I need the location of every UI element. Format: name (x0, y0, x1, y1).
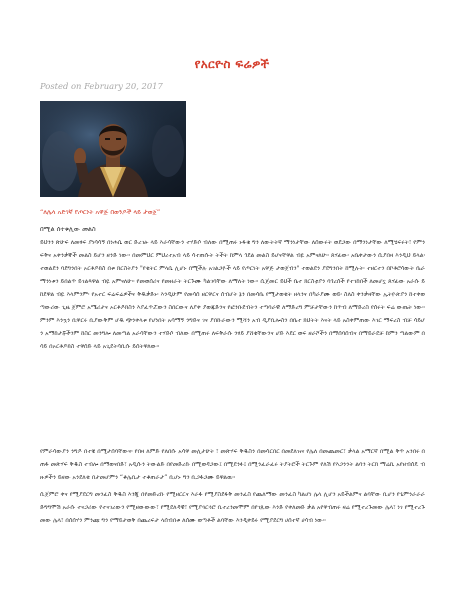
paragraph-1: ይህንን ጽሁፍ ለመፃፍ ያነሳሳኝ በነሐሴ ወር ድረገፁ ላይ እራሳቸውን ተሃድሶ ብለው በሚጠሩ ኑፋቄ ግን ለውትትኛ ማንነታቸው ለሰውሩት ወደጋው በማንነታቸው ለሚሄፍሩት፣ የምንፍቅና አቀንቃኞች መልስ ይሆን ዘንድ ነው፡፡ በመምህር ምህረተአብ ላይ ሳተጠሱት ትችት ከምላ ጎደል መልስ ይሆናቸዋል ብዬ አምናለሁ። ጸሃፊው፡ አቤቀታውን ሲያበዛ እንዲህ ይላል፡ ተወልደን ባደግንበት ኦርቶዶክስ በቱ ክርስትያን "የቁትር ምላሴ ሊሆኑ በሚችሉ አገልጋዮች ላይ የጦርነት አዋጅ ታወጀብን" ተወልደን ያደግንበት ከሚሉት፡ ተዘርተን በኮቶሮሳውት ቤራ ማንነቱን ይበልጥ ይገልጻዋል ብዬ አምናለሁ። የመወሰሪና የመዘራት ትርጉሙ ካልገባቸው ለማለት ነው። ሲጀመር ይህች ቤተ ክርስቲያን ባጎረሰች የተገከበች ለመሆኗ ጸሃፊው አራሱ ይከደዋል ብዬ እላምንም፡ የአተር ፍሬፍሬዎችና ቅዱቃድኑ፡ እንዲሁም የመሳሰ ዘርዋርና ሰብሆት ኔን በመሳቤ የሚታወቁት ዘላንና በካራያሙ ወይ፡ ስለስ ቀንቃዛቸው ኢትዮጵያን ከተቀወጣውሪው ጊዜ ጀምሮ አሜሪታና ኦርቶዶክስን እያፈጥሯውን ስበርውና ለያቀ ያወጁድንና የፎንቡደብትን ተጣባራዊ ለማድረግ ምቻታቸውን ከጥብ ለማድረስ የሰሩት ፍሬ ውጤት ነው። ምንም እንኳን ቢዋርሩ ቢያውቅም ሆዱ ጭንቀላቱ የሆነበት አሳማኝ ንግድና ገና ያበኩራውን ሚሻን አብ ዲያቢሎስን በቤተ ክህትት እናት ላይ አስቀምጠው እገር ማፍረስ ብቻ ሳይሆን አማከታቾችንም ከስር መንግሎ ለመጣል አራሳቸውን ተሃድሶ ብለው በሚጠሩ ለፍቅራሱ ንፃይ ያሸቁቸውንና ሆድ እደር ወፍ ዘራሾችን በማሰባሰብና በማይራደቻ ከምን ጣልውም በሳይ በኦርቶዶክስ ተዋሰድ ላይ አጊደትሳቢሱ ይሰትዋለው። (40, 239, 425, 350)
preacher-photo (40, 101, 186, 197)
article-title: የአርዮስ ፍሬዎች (194, 57, 270, 71)
byline: በሚል ሰተቁሊው መልስ (40, 225, 96, 233)
preacher-photo-icon (40, 101, 186, 197)
paragraph-2: የምራሳውያን ንግዶ በተዌ በሚታሰባቸውና፡ የበዛ ለምድ የለበሱ አሳዋ መሊታሁት ፣ መጽሃፍ ቅዱስን በመሳርበር በመደለዝና የሌለ በመጨመር፣ ቃላል አማርኛ በሚል ቅጥ አንበሩ በጠፋ መጽሃፍ ቅዱስ ተብሎ በማወናበድ፣ አዲሱን ትውልድ በየመድረኩ በሚወዳጋው፤ በሚደንፉ፤ በሚንፈራፈሩ ትያትሮች ትርጉም የለሽ የእጋንንት ልባን ትርክ ማሬኪ አየዘብሰዴ ብዙዎችን ይዘው አንደለቁ በታመሆምን “ቆሌቢታ ተቆጠራታ” ቢሆኑ ግን ቢጋፋጋሙ ይዋልዉ። (40, 448, 425, 481)
pull-quote: “ለሌላ አድገኛ የጦርነት አዋጅ በወንዶች ላይ ታወጀ” (40, 208, 161, 216)
paragraph-3: ሲጀምሮ ቀና የሚያደርግ መንፈስ ቅዱስ እንጂ በየመድረኩ የሚዘርርና እራፋ የሚያስደፋቅ መንፈስ የጨለማው መንፈስ ካልሆነ ሌላ ሊሆን አይችልምና ልባቸው ቢሆን የጌምንራራራ ድግግሞሽ አራሱ ተናጋሪው የተናገረውን የሚዘውውው፣ የሚደለዳዊ፣ የሚያጓርጓሮ ቢተረንመሞም በየገጹው እንድ የቀለመድ ቃል አየዋብጠሩ ዛሬ የሚተረጉመው ሌላ፣ ነገ የሚተረጉመው ሌላ፣ በሰሰሃን ምንጩ ግን የማይታወቅ በጨረፍታ ላሰብበቱ ለሰሙ ወጣቶች ልባቸው እንዲቀይሩ የሚያደርግ ሀሰተኛ ሀሳብ ነው። (40, 491, 425, 524)
posted-date: Posted on February 20, 2017 (40, 81, 163, 91)
